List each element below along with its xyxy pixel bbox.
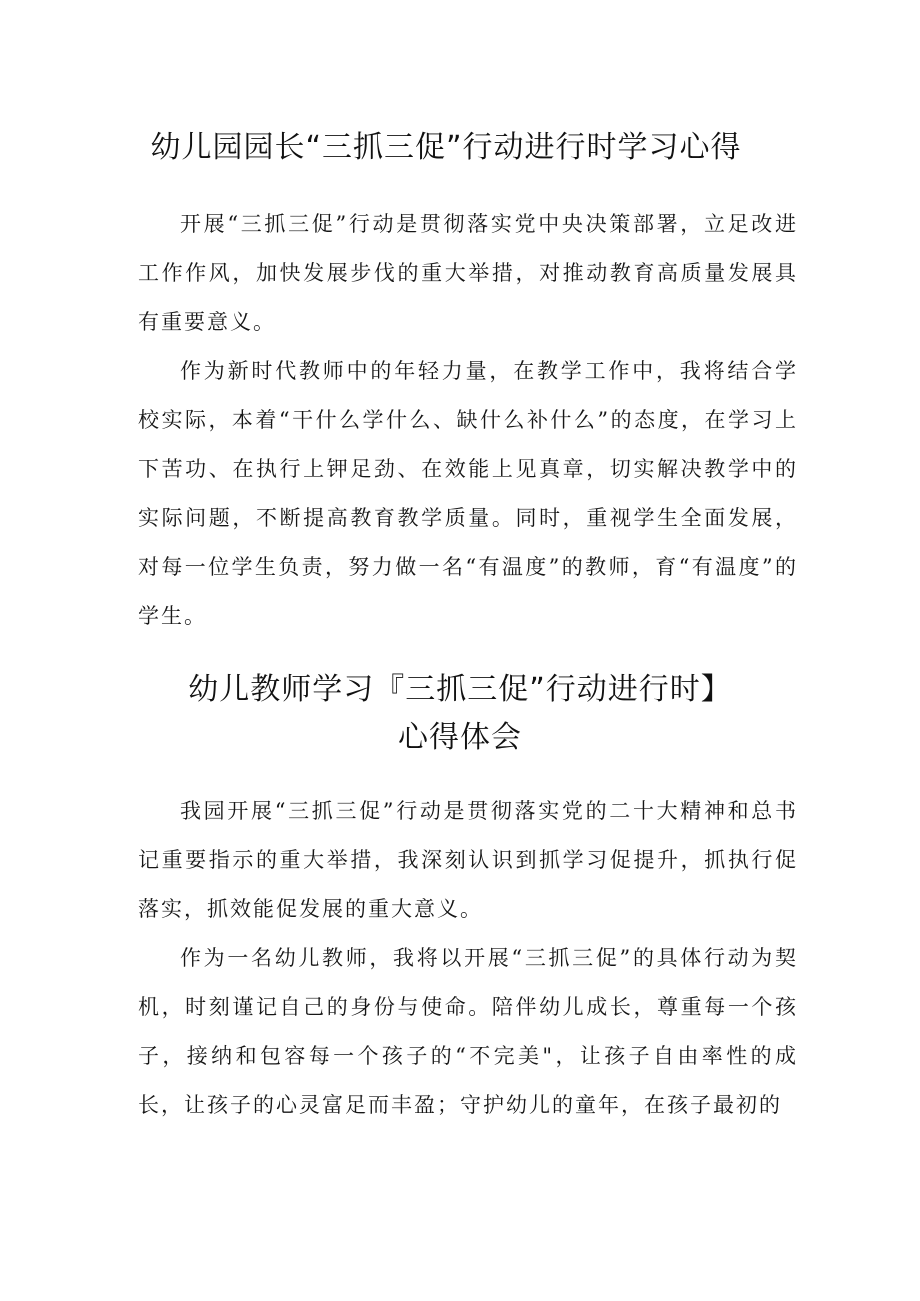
article-1-title: 幼儿园园长“三抓三促”行动进行时学习心得	[150, 130, 742, 165]
article-1-paragraph-1: 开展“三抓三促”行动是贯彻落实党中央决策部署，立足改进工作作风，加快发展步伐的重大举措，对推动教育高质量发展具有重要意义。	[138, 212, 798, 334]
article-2-title	[0, 666, 920, 762]
article-1-paragraph-2: 作为新时代教师中的年轻力量，在教学工作中，我将结合学校实际，本着“干什么学什么、缺什么补什么”的态度，在学习上下苦功、在执行上钾足劲、在效能上见真章，切实解决教学中的实际问题，不断提高教育教学质量。同时，重视学生全面发展，对每一位学生负责，努力做一名“有温度”的教师，育“有温度”的学生。	[138, 359, 798, 628]
article-2-paragraph-1: 我园开展“三抓三促”行动是贯彻落实党的二十大精神和总书记重要指示的重大举措，我深刻认识到抓学习促提升，抓执行促落实，抓效能促发展的重大意义。	[138, 799, 798, 921]
article-2-body	[138, 787, 798, 1130]
article-2-title-line-1: 幼儿教师学习『三抓三促”行动进行时】	[188, 672, 732, 707]
article-1-body	[138, 200, 798, 641]
article-2-paragraph-2: 作为一名幼儿教师，我将以开展“三抓三促”的具体行动为契机，时刻谨记自己的身份与使命。陪伴幼儿成长，尊重每一个孩子，接纳和包容每一个孩子的“不完美"，让孩子自由率性的成长，让孩子的心灵富足而丰盈；守护幼儿的童年，在孩子最初的	[138, 946, 798, 1117]
article-2-title-line-2: 心得体会	[398, 720, 522, 755]
